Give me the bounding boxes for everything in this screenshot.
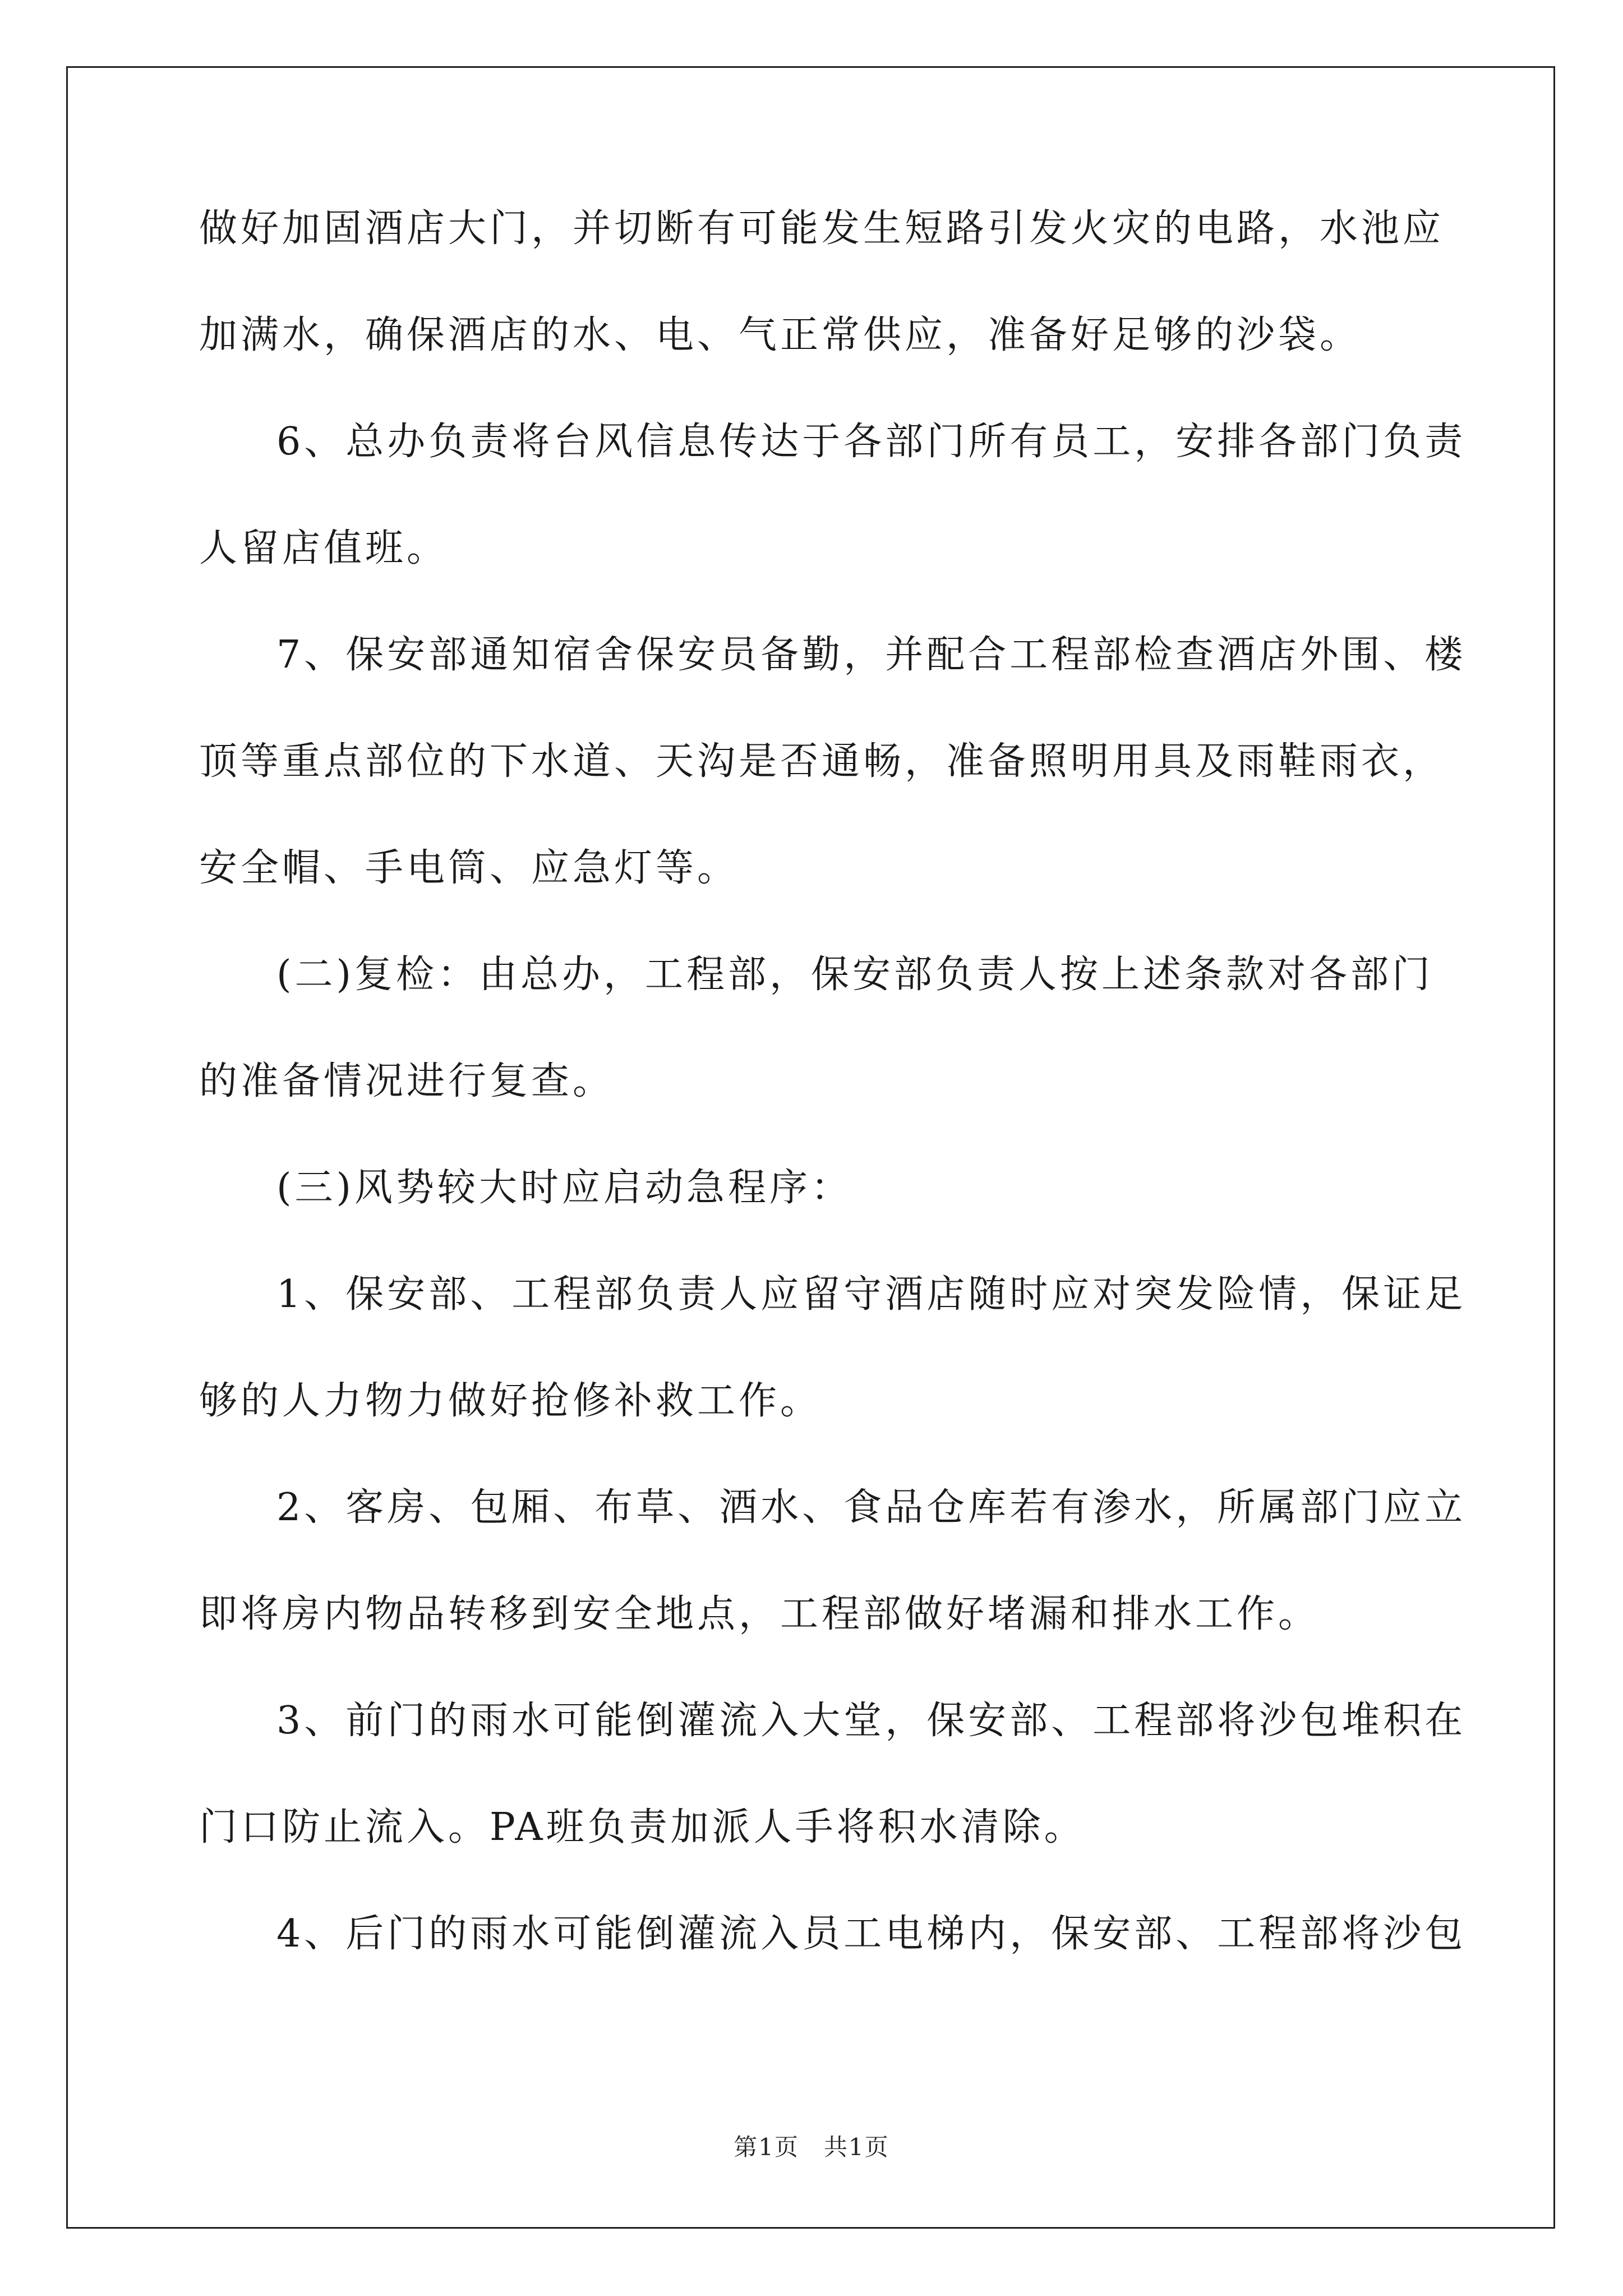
page-footer: 第1页 共1页	[734, 2133, 889, 2161]
text-line-6: 顶等重点部位的下水道、天沟是否通畅，准备照明用具及雨鞋雨衣，	[199, 739, 1445, 784]
text-line-7: 安全帽、手电筒、应急灯等。	[199, 846, 739, 890]
text-line-2: 加满水，确保酒店的水、电、气正常供应，准备好足够的沙袋。	[199, 313, 1362, 357]
text-line-1: 做好加固酒店大门，并切断有可能发生短路引发火灾的电路，水池应	[199, 206, 1445, 251]
text-line-9: 的准备情况进行复查。	[199, 1059, 615, 1103]
text-line-16: 门口防止流入。PA班负责加派人手将积水清除。	[199, 1805, 1086, 1849]
text-line-15: 3、前门的雨水可能倒灌流入大堂，保安部、工程部将沙包堆积在	[276, 1699, 1467, 1743]
document-body	[199, 202, 1467, 2014]
text-line-8: (二)复检：由总办，工程部，保安部负责人按上述条款对各部门	[276, 953, 1434, 997]
text-line-17: 4、后门的雨水可能倒灌流入员工电梯内，保安部、工程部将沙包	[276, 1912, 1467, 1956]
text-line-11: 1、保安部、工程部负责人应留守酒店随时应对突发险情，保证足	[276, 1272, 1467, 1317]
text-line-14: 即将房内物品转移到安全地点，工程部做好堵漏和排水工作。	[199, 1592, 1320, 1636]
text-line-5: 7、保安部通知宿舍保安员备勤，并配合工程部检查酒店外围、楼	[276, 633, 1467, 677]
text-line-3: 6、总办负责将台风信息传达于各部门所有员工，安排各部门负责	[276, 420, 1467, 464]
text-line-4: 人留店值班。	[199, 526, 449, 570]
text-line-13: 2、客房、包厢、布草、酒水、食品仓库若有渗水，所属部门应立	[276, 1485, 1467, 1530]
text-line-12: 够的人力物力做好抢修补救工作。	[199, 1379, 822, 1423]
text-line-10: (三)风势较大时应启动急程序：	[276, 1166, 853, 1210]
